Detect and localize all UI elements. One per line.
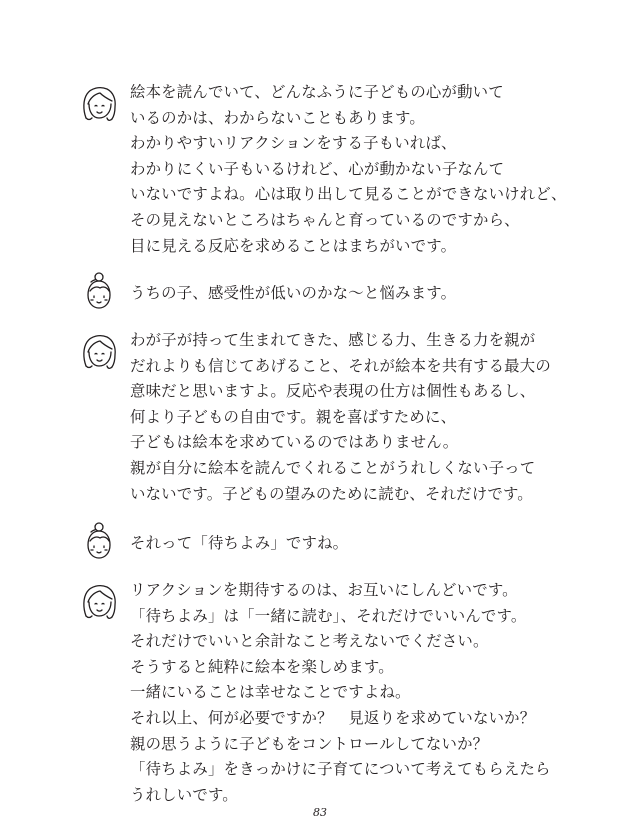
text-line: 何より子どもの自由です。親を喜ばすために、 — [130, 407, 457, 426]
text-line: だれよりも信じてあげること、それが絵本を共有する最大の — [130, 356, 551, 375]
text-line: 「待ちよみ」をきっかけに子育てについて考えてもらえたら — [130, 760, 551, 779]
mother-face-icon — [78, 582, 120, 624]
text-line: 意味だと思いますよ。反応や表現の仕方は個性もあるし、 — [130, 382, 536, 401]
dialogue-text — [130, 578, 620, 808]
text-line: それだけでいいと余計なこと考えないでください。 — [130, 632, 489, 651]
girl-bun-face-icon — [78, 271, 120, 313]
text-line: 一緒にいることは幸せなことですよね。 — [130, 683, 411, 702]
text-line: うれしいです。 — [130, 785, 238, 804]
text-line: いないです。子どもの望みのために読む、それだけです。 — [130, 484, 533, 503]
dialogue-text — [130, 328, 620, 507]
text-line: 絵本を読んでいて、どんなふうに子どもの心が動いて — [130, 83, 504, 101]
text-line: 子どもは絵本を求めているのではありません。 — [130, 433, 459, 452]
text-line: わが子が持って生まれてきた、感じる力、生きる力を親が — [130, 331, 536, 349]
text-line: 親が自分に絵本を読んでくれることがうれしくない子って — [130, 458, 536, 477]
mother-face-icon — [78, 84, 120, 126]
text-line: 目に見える反応を求めることはまちがいです。 — [130, 236, 457, 255]
text-line: それ以上、何が必要ですか？ 見返りを求めていないか？ — [130, 708, 536, 727]
text-line: その見えないところはちゃんと育っているのですから、 — [130, 210, 520, 229]
text-line: わかりやすいリアクションをする子もいれば、 — [130, 134, 457, 153]
dialogue-text — [130, 531, 620, 557]
text-line: うちの子、感受性が低いのかな〜と悩みます。 — [130, 284, 457, 302]
text-line: 「待ちよみ」は「一緒に読む」、それだけでいいんです。 — [130, 606, 527, 625]
text-line: それって「待ちよみ」ですね。 — [130, 534, 349, 552]
girl-bun-face-icon — [78, 521, 120, 563]
text-line: 親の思うように子どもをコントロールしてないか？ — [130, 734, 489, 753]
text-line: いるのかは、わからないこともあります。 — [130, 108, 425, 127]
text-line: そうすると純粋に絵本を楽しめます。 — [130, 657, 394, 676]
mother-face-icon — [78, 332, 120, 374]
dialogue-text — [130, 281, 620, 307]
page-number: 83 — [313, 806, 327, 819]
text-line: わかりにくい子もいるけれど、心が動かない子なんて — [130, 159, 505, 178]
text-line: いないですよね。心は取り出して見ることができないけれど、 — [130, 185, 567, 204]
dialogue-text — [130, 80, 620, 259]
text-line: リアクションを期待するのは、お互いにしんどいです。 — [130, 581, 518, 599]
